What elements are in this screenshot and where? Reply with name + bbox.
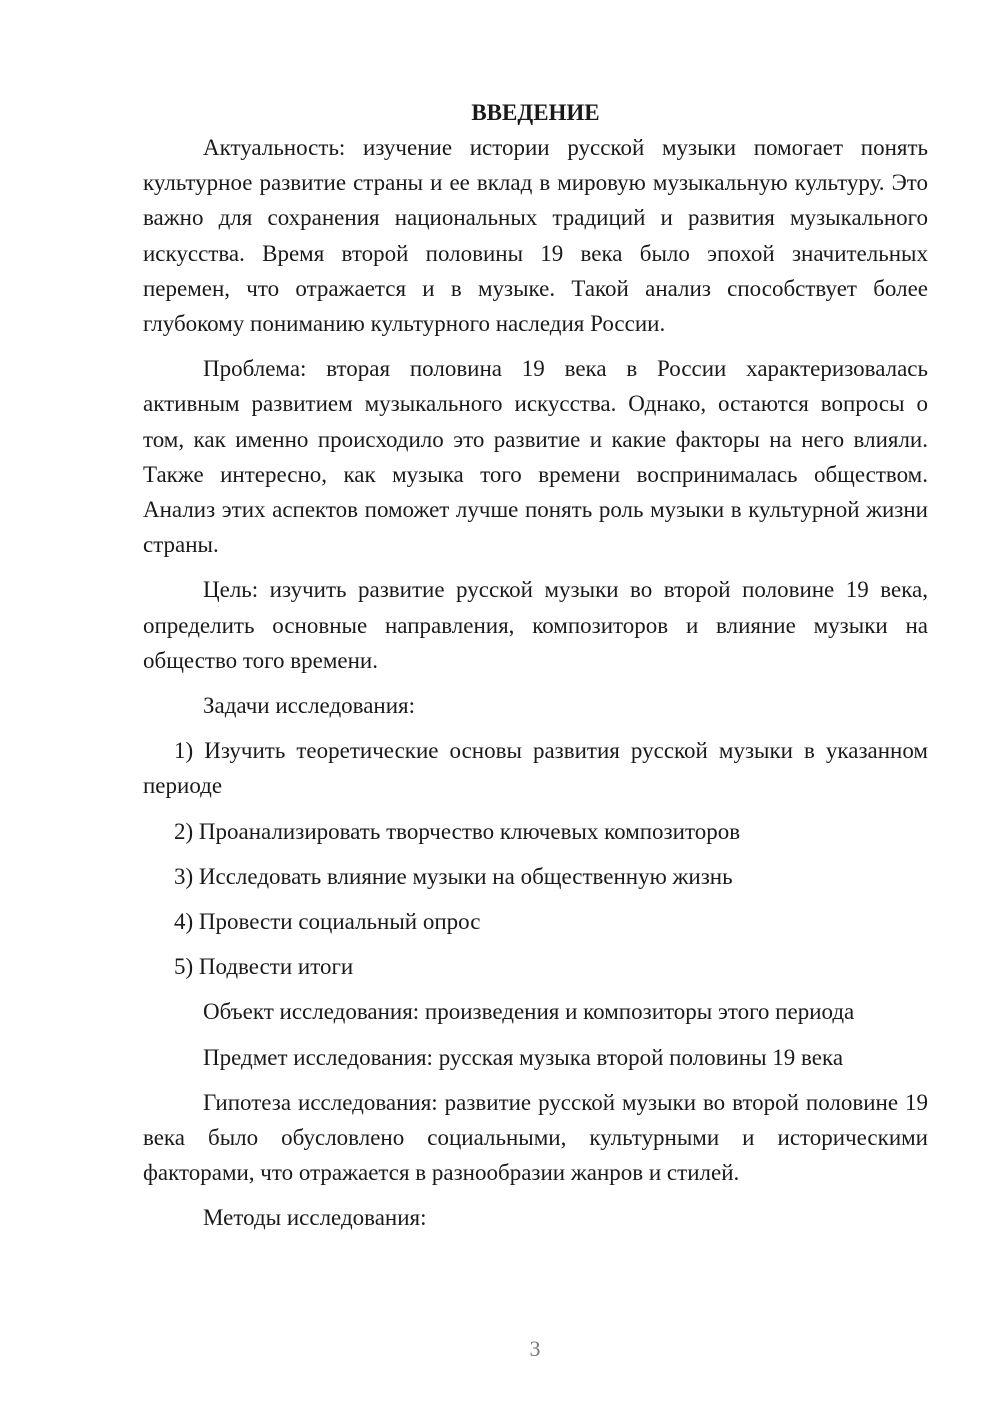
task-item: 3) Исследовать влияние музыки на общественную жизнь bbox=[174, 863, 733, 889]
tasks-heading: Задачи исследования: bbox=[203, 693, 416, 719]
research-object: Объект исследования: произведения и композиторы этого периода bbox=[203, 999, 855, 1025]
paragraph-hypothesis: Гипотеза исследования: развитие русской музыки во второй половине 19 века было обусловлено социальными, культурными и историческими факторами, что отражается в разнообразии жанров и стилей. bbox=[143, 1089, 928, 1186]
methods-heading: Методы исследования: bbox=[203, 1205, 427, 1231]
task-item: 5) Подвести итоги bbox=[174, 954, 354, 980]
page-number: 3 bbox=[529, 1336, 541, 1361]
task-item: 1) Изучить теоретические основы развития русской музыки в указанном периоде bbox=[143, 738, 928, 799]
paragraph-relevance: Актуальность: изучение истории русской музыки помогает понять культурное развитие страны и ее вклад в мировую музыкальную культуру. Это важно для сохранения национальных традиций и развития музыкального искусства. Время второй половины 19 века было эпохой значительных перемен, что отражается и в музыке. Такой анализ способствует более глубокому пониманию культурного наследия России. bbox=[143, 135, 928, 337]
paragraph-problem: Проблема: вторая половина 19 века в России характеризовалась активным развитием музыкального искусства. Однако, остаются вопросы о том, как именно происходило это развитие и какие факторы на него влияли. Также интересно, как музыка того времени воспринималась обществом. Анализ этих аспектов поможет лучше понять роль музыки в культурной жизни страны. bbox=[143, 356, 928, 558]
research-subject: Предмет исследования: русская музыка второй половины 19 века bbox=[203, 1044, 844, 1070]
paragraph-goal: Цель: изучить развитие русской музыки во второй половине 19 века, определить основные направления, композиторов и влияние музыки на общество того времени. bbox=[143, 577, 928, 673]
task-item: 2) Проанализировать творчество ключевых композиторов bbox=[174, 818, 741, 844]
section-title: ВВЕДЕНИЕ bbox=[471, 100, 600, 125]
page-content bbox=[143, 95, 928, 1236]
task-item: 4) Провести социальный опрос bbox=[174, 909, 481, 935]
